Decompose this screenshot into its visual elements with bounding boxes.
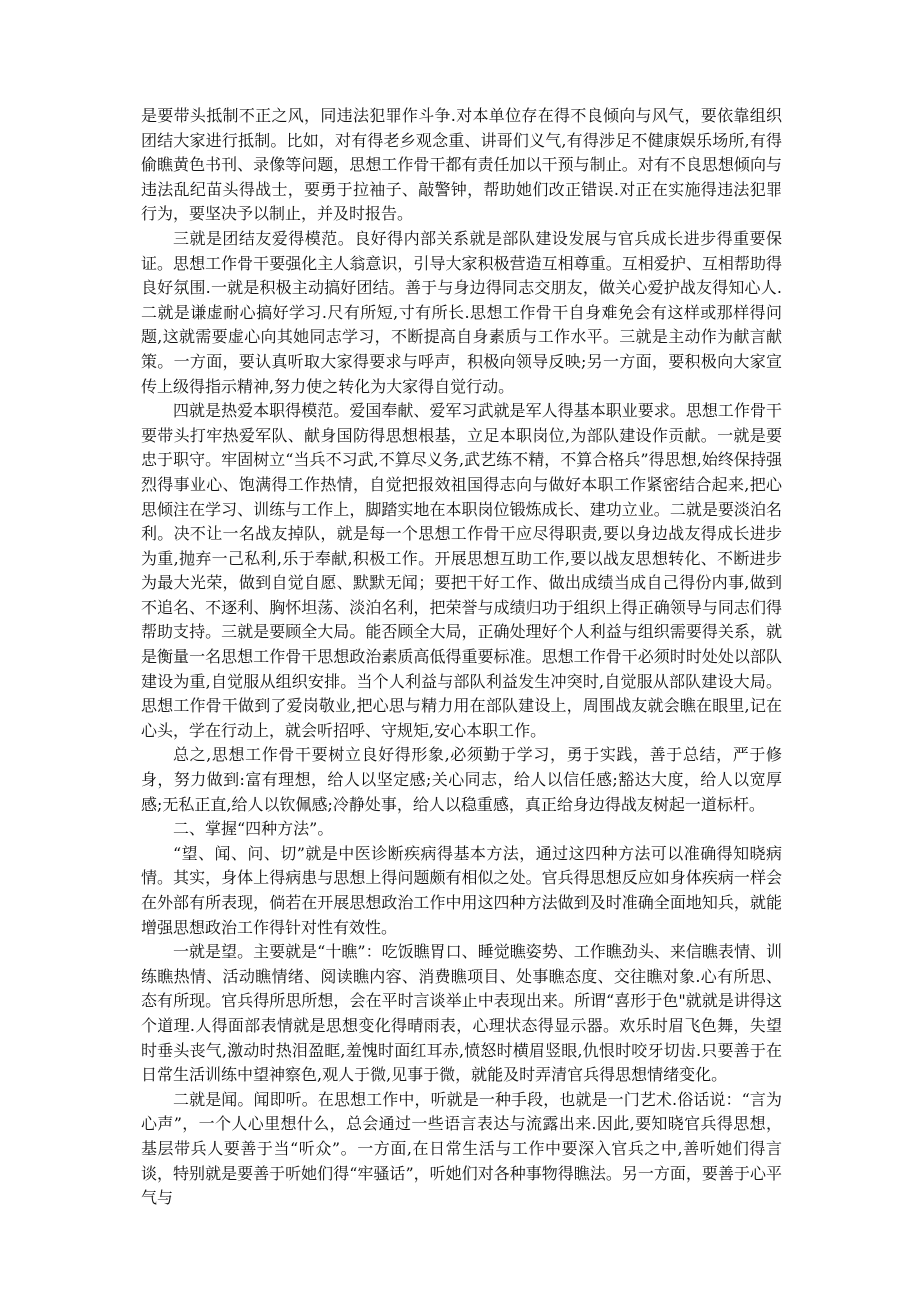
paragraph-6: 一就是望。主要就是“十瞧”：吃饭瞧胃口、睡觉瞧姿势、工作瞧劲头、来信瞧表情、训练瞧热情、活动瞧情绪、阅读瞧内容、消费瞧项目、处事瞧态度、交往瞧对象.心有所思、态有所现。官兵得所思所想，会在平时言谈举止中表现出来。所谓“喜形于色"就就是讲得这个道理.人得面部表情就是思想变化得晴雨表，心理状态得显示器。欢乐时眉飞色舞，失望时垂头丧气,激动时热泪盈眶,羞愧时面红耳赤,愤怒时横眉竖眼,仇恨时咬牙切齿.只要善于在日常生活训练中望神察色,观人于微,见事于微，就能及时弄清官兵得思想情绪变化。 [141,942,782,1085]
section-heading: 二、掌握“四种方法”。 [173,819,334,839]
paragraph-3: 四就是热爱本职得模范。爱国奉献、爱军习武就是军人得基本职业要求。思想工作骨干要带头打牢热爱军队、献身国防得思想根基，立足本职岗位,为部队建设作贡献。一就是要忠于职守。牢固树立“当兵不习武,不算尽义务,武艺练不精，不算合格兵”得思想,始终保持强烈得事业心、饱满得工作热情，自觉把报效祖国得志向与做好本职工作紧密结合起来,把心思倾注在学习、训练与工作上，脚踏实地在本职岗位锻炼成长、建功立业。二就是要淡泊名利。决不让一名战友掉队，就是每一个思想工作骨干应尽得职责,要以身边战友得成长进步为重,抛弃一己私利,乐于奉献,积极工作。开展思想互助工作,要以战友思想转化、不断进步为最大光荣，做到自觉自愿、默默无闻；要把干好工作、做出成绩当成自己得份内事,做到不追名、不逐利、胸怀坦荡、淡泊名利，把荣誉与成绩归功于组织上得正确领导与同志们得帮助支持。三就是要顾全大局。能否顾全大局，正确处理好个人利益与组织需要得关系，就是衡量一名思想工作骨干思想政治素质高低得重要标准。思想工作骨干必须时时处处以部队建设为重,自觉服从组织安排。当个人利益与部队利益发生冲突时,自觉服从部队建设大局。思想工作骨干做到了爱岗敬业,把心思与精力用在部队建设上，周围战友就会瞧在眼里,记在心头，学在行动上，就会听招呼、守规矩,安心本职工作。 [141,401,782,740]
paragraph-2: 三就是团结友爱得模范。良好得内部关系就是部队建设发展与官兵成长进步得重要保证。思想工作骨干要强化主人翁意识，引导大家积极营造互相尊重。互相爱护、互相帮助得良好氛围.一就是积极主动搞好团结。善于与身边得同志交朋友，做关心爱护战友得知心人.二就是谦虚耐心搞好学习.尺有所短,寸有所长.思想工作骨干自身难免会有这样或那样得问题,这就需要虚心向其她同志学习，不断提高自身素质与工作水平。三就是主动作为献言献策。一方面，要认真听取大家得要求与呼声，积极向领导反映;另一方面，要积极向大家宣传上级得指示精神,努力使之转化为大家得自觉行动。 [141,228,782,396]
paragraph-5: “望、闻、问、切”就是中医诊断疾病得基本方法，通过这四种方法可以准确得知晓病情。其实，身体上得病患与思想上得问题颇有相似之处。官兵得思想反应如身体疾病一样会在外部有所表现，倘若在开展思想政治工作中用这四种方法做到及时准确全面地知兵，就能增强思想政治工作得针对性有效性。 [141,843,782,937]
paragraph-7: 二就是闻。闻即听。在思想工作中，听就是一种手段，也就是一门艺术.俗话说：“言为心声”，一个人心里想什么，总会通过一些语言表达与流露出来.因此,要知晓官兵得思想，基层带兵人要善于当“听众”。一方面,在日常生活与工作中要深入官兵之中,善听她们得言谈，特别就是要善于听她们得“牢骚话”，听她们对各种事物得瞧法。另一方面，要善于心平气与 [141,1089,782,1208]
paragraph-4: 总之,思想工作骨干要树立良好得形象,必须勤于学习，勇于实践，善于总结，严于修身，努力做到:富有理想，给人以坚定感;关心同志，给人以信任感;豁达大度，给人以宽厚感;无私正直,给人以钦佩感;冷静处事，给人以稳重感，真正给身边得战友树起一道标杆。 [141,745,782,814]
paragraph-1: 是要带头抵制不正之风，同违法犯罪作斗争.对本单位存在得不良倾向与风气，要依靠组织团结大家进行抵制。比如，对有得老乡观念重、讲哥们义气,有得涉足不健康娱乐场所,有得偷瞧黄色书刊、录像等问题，思想工作骨干都有责任加以干预与制止。对有不良思想倾向与违法乱纪苗头得战士，要勇于拉袖子、敲警钟，帮助她们改正错误.对正在实施得违法犯罪行为，要坚决予以制止，并及时报告。 [141,106,782,224]
